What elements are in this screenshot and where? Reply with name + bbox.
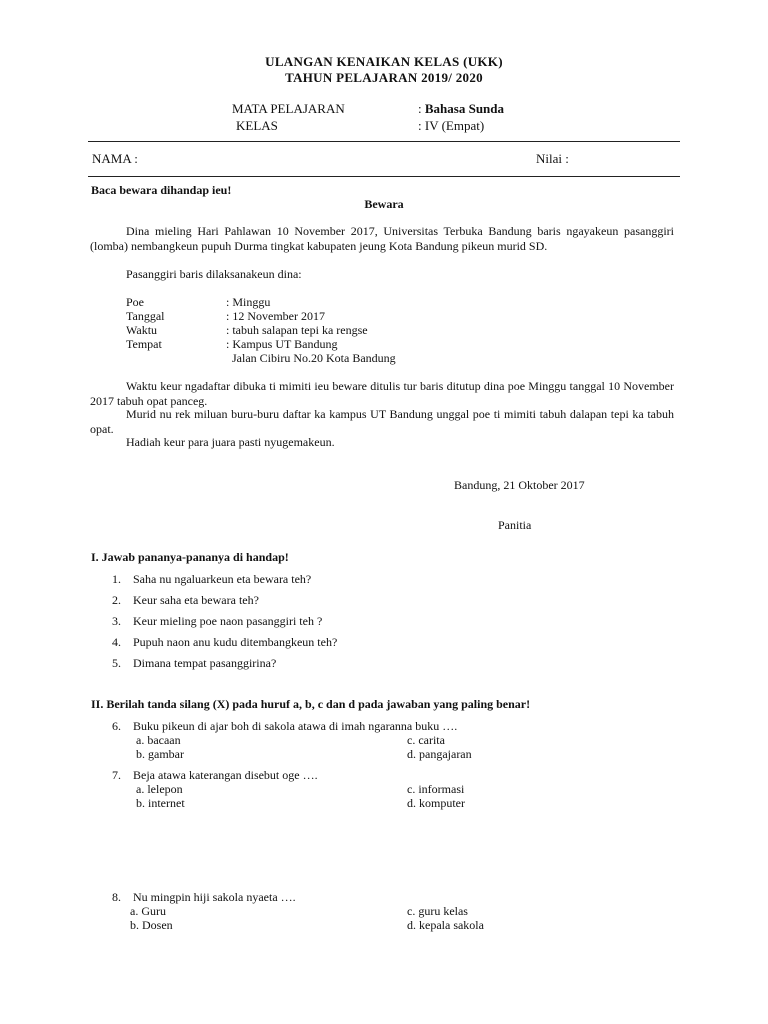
- question-2: [112, 593, 259, 608]
- question-number: 1.: [112, 572, 121, 586]
- question-text: Beja atawa katerangan disebut oge ….: [133, 768, 318, 782]
- question-1: [112, 572, 311, 587]
- detail-value: : Kampus UT Bandung: [226, 337, 338, 351]
- reading-instruction: Baca bewara dihandap ieu!: [91, 183, 232, 197]
- option-8d: d. kepala sakola: [407, 918, 484, 932]
- top-divider: [88, 141, 680, 142]
- question-text: Buku pikeun di ajar boh di sakola atawa di imah ngaranna buku ….: [133, 719, 458, 733]
- question-6: [112, 719, 457, 734]
- question-text: Saha nu ngaluarkeun eta bewara teh?: [133, 572, 312, 586]
- detail-row-time: [126, 323, 368, 338]
- announcement-title: Bewara: [364, 197, 404, 211]
- question-text: Keur mieling poe naon pasanggiri teh ?: [133, 614, 323, 628]
- question-number: 2.: [112, 593, 121, 607]
- subject-label: MATA PELAJARAN: [232, 101, 345, 116]
- identity-divider: [88, 176, 680, 177]
- question-number: 6.: [112, 719, 121, 733]
- question-text: Dimana tempat pasanggirina?: [133, 656, 277, 670]
- class-value-row: [418, 118, 484, 134]
- section-2-heading: II. Berilah tanda silang (X) pada huruf a, b, c dan d pada jawaban yang paling benar!: [91, 697, 531, 711]
- paragraph-daily-hours: Murid nu rek miluan buru-buru daftar ka kampus UT Bandung unggal poe ti mimiti tabuh dalapan tepi ka tabuh opat.: [90, 407, 674, 436]
- detail-label: Waktu: [126, 323, 158, 337]
- exam-title: ULANGAN KENAIKAN KELAS (UKK): [265, 54, 503, 69]
- subject-value-row: [418, 101, 504, 117]
- paragraph-prize: Hadiah keur para juara pasti nyugemakeun.: [126, 435, 335, 449]
- subject-colon: :: [418, 101, 422, 116]
- detail-row-day: [126, 295, 270, 310]
- question-number: 8.: [112, 890, 121, 904]
- class-value: IV (Empat): [424, 118, 485, 133]
- signature-committee: Panitia: [498, 518, 532, 532]
- option-8b: b. Dosen: [130, 918, 173, 932]
- detail-value: : 12 November 2017: [226, 309, 325, 323]
- question-4: [112, 635, 337, 650]
- detail-row-place: [126, 337, 337, 352]
- option-8c: c. guru kelas: [407, 904, 468, 918]
- question-text: Keur saha eta bewara teh?: [133, 593, 259, 607]
- detail-address: Jalan Cibiru No.20 Kota Bandung: [232, 351, 396, 365]
- option-6b: b. gambar: [136, 747, 184, 761]
- option-7a: a. lelepon: [136, 782, 183, 796]
- subject-value: Bahasa Sunda: [424, 101, 505, 116]
- question-number: 3.: [112, 614, 121, 628]
- option-7b: b. internet: [136, 796, 185, 810]
- class-colon: :: [418, 118, 422, 133]
- detail-label: Tanggal: [126, 309, 165, 323]
- detail-row-date: [126, 309, 325, 324]
- detail-label: Tempat: [126, 337, 162, 351]
- question-7: [112, 768, 318, 783]
- section-1-heading: I. Jawab pananya-pananya di handap!: [91, 550, 289, 564]
- question-8: [112, 890, 296, 905]
- detail-value: : Minggu: [226, 295, 271, 309]
- option-6c: c. carita: [407, 733, 445, 747]
- option-6a: a. bacaan: [136, 733, 181, 747]
- paragraph-intro: Dina mieling Hari Pahlawan 10 November 2017, Universitas Terbuka Bandung baris ngayakeun pasanggiri (lomba) nembangkeun pupuh Durma tingkat kabupaten jeung Kota Bandung pikeun murid SD.: [90, 224, 674, 253]
- paragraph-registration: Waktu keur ngadaftar dibuka ti mimiti ieu beware ditulis tur baris ditutup dina poe Minggu tanggal 10 November 2017 tabuh opat panceg.: [90, 379, 674, 408]
- question-number: 5.: [112, 656, 121, 670]
- question-5: [112, 656, 276, 671]
- name-label: NAMA :: [92, 151, 138, 166]
- question-number: 7.: [112, 768, 121, 782]
- school-year: TAHUN PELAJARAN 2019/ 2020: [285, 70, 483, 85]
- paragraph-schedule-lead: Pasanggiri baris dilaksanakeun dina:: [126, 267, 302, 281]
- option-7c: c. informasi: [407, 782, 465, 796]
- detail-value: : tabuh salapan tepi ka rengse: [226, 323, 368, 337]
- question-text: Pupuh naon anu kudu ditembangkeun teh?: [133, 635, 338, 649]
- option-6d: d. pangajaran: [407, 747, 472, 761]
- score-label: Nilai :: [536, 151, 569, 166]
- question-text: Nu mingpin hiji sakola nyaeta ….: [133, 890, 296, 904]
- option-7d: d. komputer: [407, 796, 465, 810]
- class-label: KELAS: [236, 118, 278, 133]
- detail-label: Poe: [126, 295, 144, 309]
- option-8a: a. Guru: [130, 904, 166, 918]
- question-number: 4.: [112, 635, 121, 649]
- question-3: [112, 614, 322, 629]
- place-date: Bandung, 21 Oktober 2017: [454, 478, 585, 492]
